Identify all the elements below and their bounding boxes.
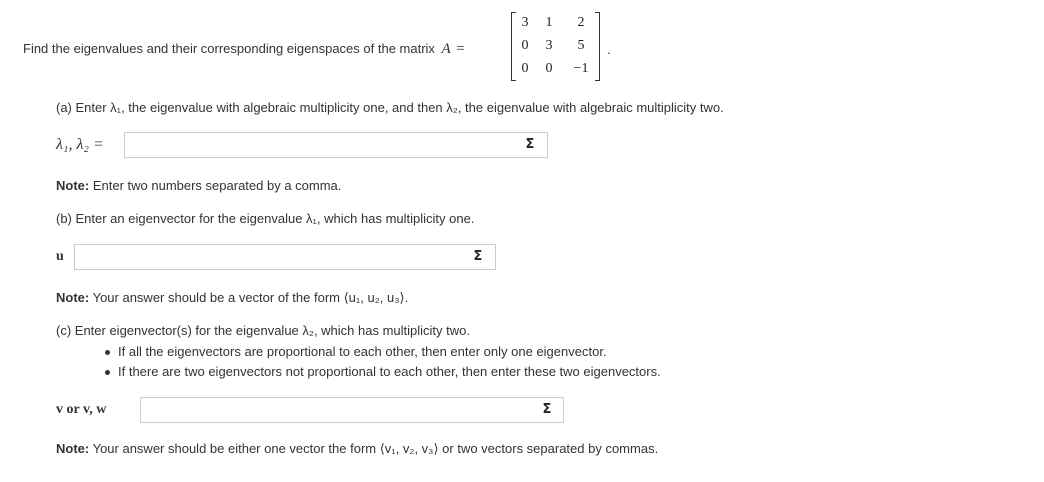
bullet-icon: [105, 350, 110, 355]
matrix-cell: 3: [521, 15, 529, 30]
matrix-variable: A: [441, 41, 451, 57]
equals-sign: =: [456, 41, 465, 57]
eigenvectors-vw-input[interactable]: [140, 397, 564, 423]
prompt-period: .: [607, 42, 611, 57]
equation-editor-icon[interactable]: Σ: [525, 137, 535, 152]
matrix-cell: 0: [521, 61, 529, 76]
part-a-note: Note: Enter two numbers separated by a comma.: [56, 178, 342, 193]
part-a-answer-label: λ₁, λ₂ =: [56, 136, 104, 153]
part-c-answer-label: v or v, w: [56, 402, 107, 417]
part-b-answer-label: u: [56, 249, 64, 264]
matrix-cell: 5: [577, 38, 585, 53]
matrix-cell: 0: [545, 61, 553, 76]
equation-editor-icon[interactable]: Σ: [542, 402, 552, 417]
eigenvector-u-input[interactable]: [74, 244, 496, 270]
matrix-cell: 2: [577, 15, 585, 30]
part-b-text: (b) Enter an eigenvector for the eigenvalue λ₁, which has multiplicity one.: [56, 211, 475, 226]
part-c-bullet: If there are two eigenvectors not proportional to each other, then enter these two eigenvectors.: [118, 364, 661, 379]
eigenvalues-input[interactable]: [124, 132, 548, 158]
matrix-A: [511, 13, 600, 80]
matrix-cell: 1: [545, 15, 553, 30]
question-prompt: Find the eigenvalues and their corresponding eigenspaces of the matrix A =: [23, 41, 465, 57]
part-a-text: (a) Enter λ₁, the eigenvalue with algebraic multiplicity one, and then λ₂, the eigenvalue with algebraic multiplicity two.: [56, 100, 724, 115]
matrix-cell: −1: [573, 61, 589, 76]
bullet-icon: [105, 370, 110, 375]
matrix-cell: 0: [521, 38, 529, 53]
part-c-note: Note: Your answer should be either one vector the form ⟨v₁, v₂, v₃⟩ or two vectors separated by commas.: [56, 441, 659, 456]
part-c-bullet: If all the eigenvectors are proportional to each other, then enter only one eigenvector.: [118, 344, 607, 359]
part-c-text: (c) Enter eigenvector(s) for the eigenvalue λ₂, which has multiplicity two.: [56, 323, 470, 338]
matrix-cell: 3: [545, 38, 553, 53]
part-b-note: Note: Your answer should be a vector of the form ⟨u₁, u₂, u₃⟩.: [56, 290, 409, 305]
equation-editor-icon[interactable]: Σ: [473, 249, 483, 264]
